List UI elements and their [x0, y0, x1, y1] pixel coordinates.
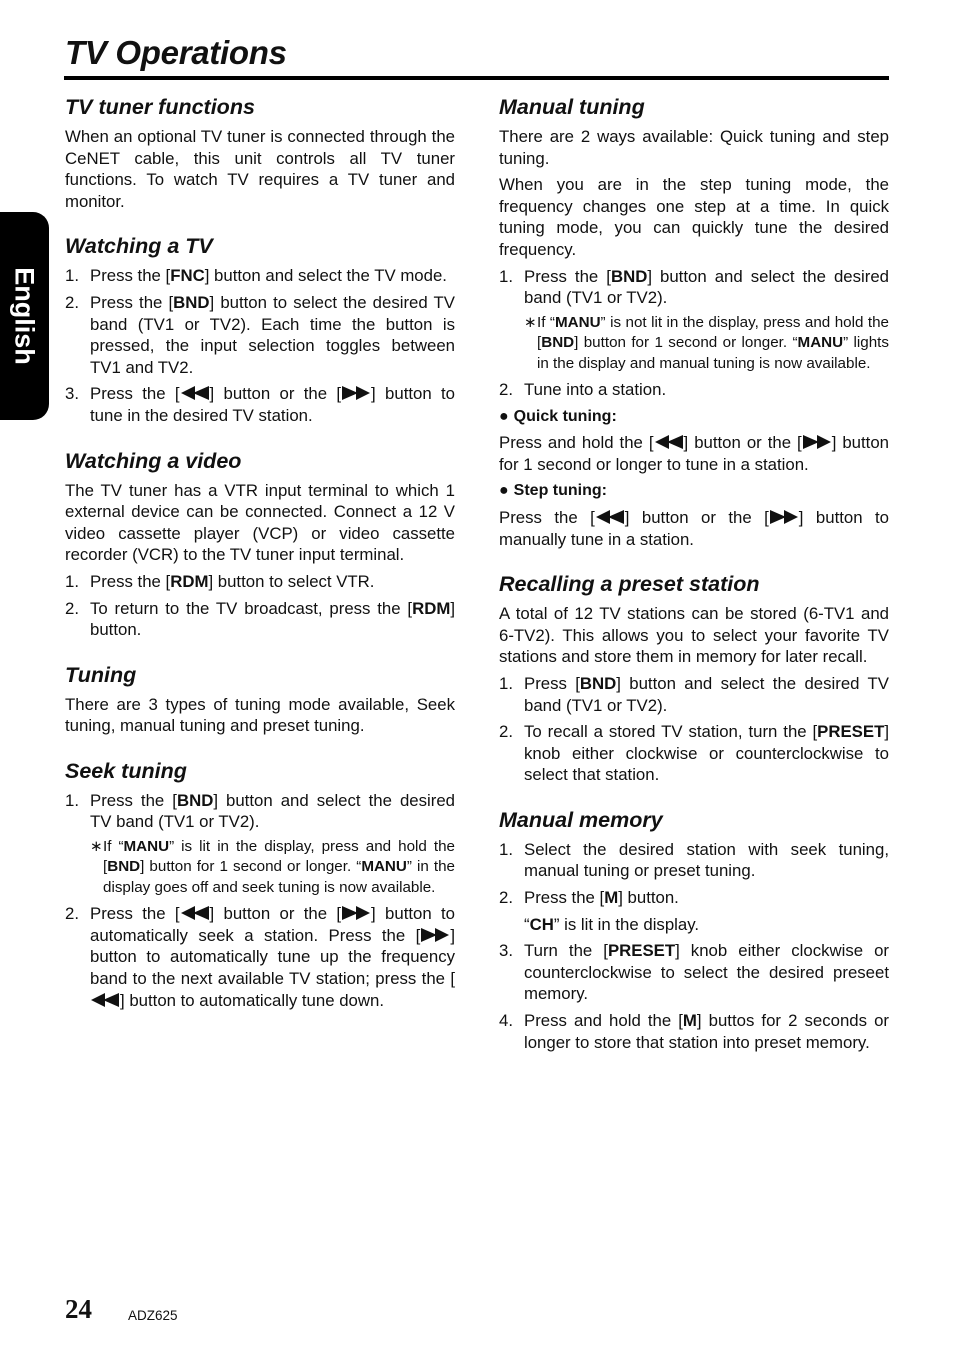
seek-down-icon — [654, 435, 684, 449]
seek-down-icon — [180, 906, 210, 920]
button-name: PRESET — [817, 722, 885, 742]
seek-up-icon — [341, 386, 371, 400]
page-title: TV Operations — [65, 34, 287, 71]
section-title-manual-memory: Manual memory — [499, 807, 663, 832]
paragraph: Press the [ ] button or the [ ] button to manually tune in a station. — [499, 507, 889, 549]
button-name: RDM — [412, 598, 451, 618]
button-name: M — [604, 888, 619, 908]
list-item: 3. Turn the [PRESET] knob either clockwise or counterclockwise to select the desired preseet memory. — [499, 941, 890, 1004]
list-item: 2. Press the [BND] button to select the desired TV band (TV1 or TV2). Each time the button is pressed, the input selection toggles between TV1 and TV2. — [65, 292, 455, 377]
paragraph: When you are in the step tuning mode, the frequency changes one step at a time. In quick tuning mode, you can quickly tune the desired frequency. — [499, 175, 889, 259]
title-rule — [64, 76, 889, 80]
button-name: BND — [579, 673, 617, 693]
bullet-icon: ● — [499, 482, 509, 500]
button-name: FNC — [170, 266, 205, 286]
button-name: M — [682, 1011, 697, 1031]
button-name: BND — [176, 790, 214, 810]
numbered-list — [65, 571, 455, 641]
note: ∗ If “MANU” is lit in the display, press and hold the [BND] button for 1 second or longer. “MANU” in the display goes off and seek tuning is now available. — [90, 838, 455, 896]
subheading-quick-tuning: ● Quick tuning: — [499, 407, 617, 425]
list-item: 1. Press the [FNC] button and select the TV mode. — [65, 266, 447, 286]
list-item: 3. Press the [ ] button or the [ ] button to tune in the desired TV station. — [65, 384, 455, 425]
paragraph: When an optional TV tuner is connected through the CeNET cable, this unit controls all TV tuner functions. To watch TV requires a TV tuner and monitor. — [65, 127, 455, 211]
paragraph: The TV tuner has a VTR input terminal to which 1 external device can be connected. Connect a 12 V video cassette player (VCP) or video cassette recorder (VCR) to the TV tuner input terminal. — [65, 480, 455, 565]
section-title-recalling-a-preset-station: Recalling a preset station — [499, 572, 760, 597]
left-column — [65, 93, 455, 1016]
section-title-watching-a-video: Watching a video — [65, 448, 242, 473]
seek-down-icon — [90, 993, 120, 1007]
section-title-watching-a-tv: Watching a TV — [65, 234, 213, 259]
paragraph: A total of 12 TV stations can be stored (6-TV1 and 6-TV2). This allows you to select your favorite TV stations and store them in memory for later recall. — [499, 604, 889, 667]
list-item: 1. Press the [BND] button and select the desired TV band (TV1 or TV2). ∗ If “MANU” is lit in the display, press and hold the [BND] button for 1 second or longer. “MANU” in the display goes off and seek tuning is now available. — [65, 790, 455, 898]
seek-up-icon — [769, 510, 799, 524]
right-column — [499, 93, 889, 1058]
button-name: BND — [610, 266, 648, 286]
list-item-detail: “CH” is lit in the display. — [524, 914, 700, 934]
seek-up-icon — [420, 928, 450, 942]
list-item: 1. Select the desired station with seek tuning, manual tuning or preset tuning. — [499, 839, 889, 881]
seek-up-icon — [341, 906, 371, 920]
subheading-step-tuning: ● Step tuning: — [499, 482, 607, 500]
paragraph: There are 2 ways available: Quick tuning and step tuning. — [499, 127, 889, 168]
paragraph: There are 3 types of tuning mode available, Seek tuning, manual tuning and preset tuning. — [65, 694, 455, 736]
numbered-list — [499, 839, 889, 1053]
list-item: 1. Press [BND] button and select the desired TV band (TV1 or TV2). — [499, 673, 889, 715]
button-name: RDM — [170, 571, 209, 591]
page-number: 24 — [65, 1294, 92, 1324]
seek-up-icon — [802, 435, 832, 449]
numbered-list — [65, 790, 455, 1011]
seek-down-icon — [180, 386, 210, 400]
model-number: ADZ625 — [128, 1308, 178, 1323]
list-item: 4. Press and hold the [M] buttos for 2 seconds or longer to store that station into preset memory. — [499, 1011, 890, 1052]
language-tab-label: English — [9, 267, 40, 365]
list-item: 1. Press the [BND] button and select the desired band (TV1 or TV2). ∗ If “MANU” is not lit in the display, press and hold the [BND] button for 1 second or longer. “MANU” lights in the display and manual tuning is now available. — [499, 266, 889, 374]
list-item: 2. Press the [ ] button or the [ ] button to automatically seek a station. Press the [ ] button to automatically tune up the frequency band to the next available TV station; press the [ ] button to automatically tune down. — [65, 904, 455, 1010]
list-item: 2. To return to the TV broadcast, press the [RDM] button. — [65, 598, 455, 640]
list-item: 2. To recall a stored TV station, turn the [PRESET] knob either clockwise or counterclockwise to select that station. — [499, 722, 889, 785]
list-item: 2. Tune into a station. — [499, 379, 667, 399]
section-title-tv-tuner-functions: TV tuner functions — [65, 95, 255, 119]
seek-down-icon — [595, 510, 625, 524]
section-title-manual-tuning: Manual tuning — [499, 95, 645, 119]
list-item: 2. Press the [M] button. “CH” is lit in the display. — [499, 887, 889, 935]
numbered-list — [65, 265, 455, 426]
list-item: 1. Press the [RDM] button to select VTR. — [65, 571, 375, 591]
numbered-list — [499, 673, 889, 786]
bullet-icon: ● — [499, 407, 509, 425]
section-title-seek-tuning: Seek tuning — [65, 758, 187, 783]
section-title-tuning: Tuning — [65, 662, 137, 687]
button-name: PRESET — [607, 941, 676, 961]
paragraph: Press and hold the [ ] button or the [ ] button for 1 second or longer to tune in a station. — [499, 433, 890, 474]
numbered-list — [499, 266, 889, 401]
language-tab — [0, 212, 49, 420]
note: ∗ If “MANU” is not lit in the display, press and hold the [BND] button for 1 second or longer. “MANU” lights in the display and manual tuning is now available. — [524, 313, 889, 372]
button-name: BND — [173, 292, 210, 312]
